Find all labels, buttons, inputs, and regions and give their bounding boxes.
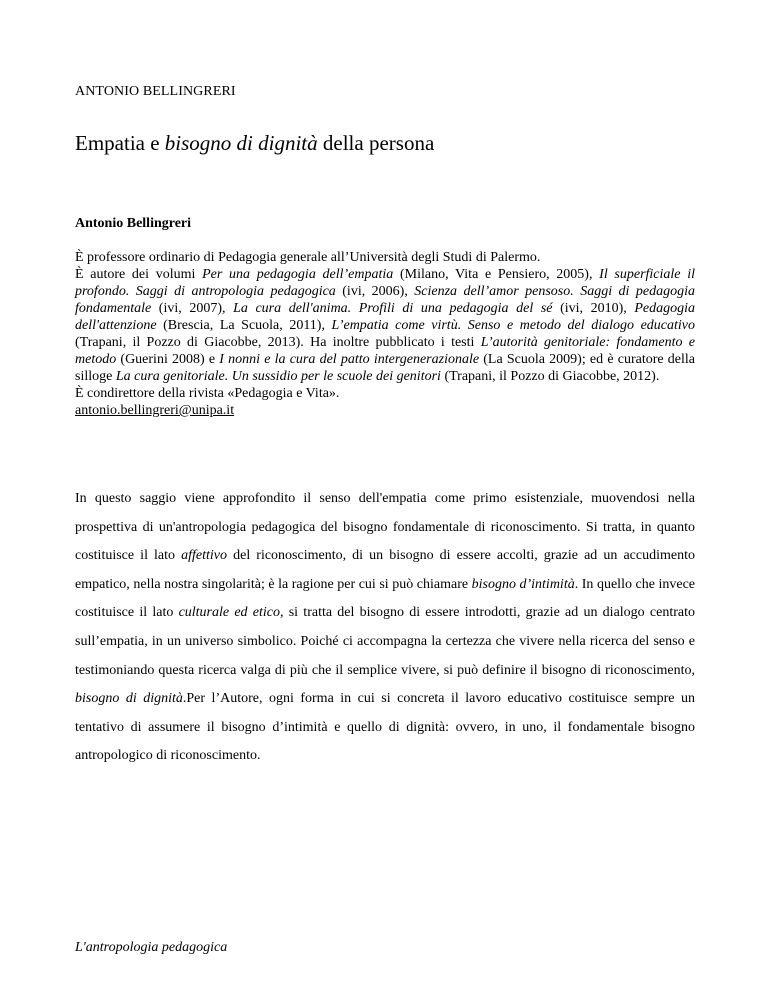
title-part-2-italic: bisogno di dignità xyxy=(164,131,318,155)
bio-publications-segment: (Guerini 2008) e xyxy=(116,352,220,367)
bio-publications-segment: I nonni e la cura del patto intergenerazionale xyxy=(219,352,480,367)
bio-publications-segment: L’autorità genitoriale: fondamento e metodo xyxy=(75,335,695,367)
abstract-segment: In questo saggio viene approfondito il senso dell'empatia come primo esistenziale, muovendosi nella prospettiva di un'antropologia pedagogica del bisogno fondamentale di riconoscimento. Si tratta, in quanto costituisce il lato xyxy=(75,491,695,564)
abstract-segment: bisogno d’intimità xyxy=(471,576,575,592)
bio-publications-segment: (ivi, 2006), xyxy=(335,284,415,299)
bio-author-name: Antonio Bellingreri xyxy=(75,216,192,231)
bio-publications xyxy=(75,266,695,385)
bio-publications-segment: La cura dell'anima. Profili di una pedagogia del sé xyxy=(233,301,553,316)
abstract-segment: bisogno di dignità xyxy=(75,691,183,707)
bio-publications-segment: (Trapani, il Pozzo di Giacobbe, 2012). xyxy=(440,369,660,384)
abstract-segment: del riconoscimento, di un bisogno di essere accolti, grazie ad un accudimento empatico, nella nostra singolarità; è la ragione per cui si può chiamare xyxy=(75,548,695,592)
bio-publications-segment: È autore dei volumi xyxy=(75,267,203,282)
article-title xyxy=(75,131,434,156)
author-email-link[interactable]: antonio.bellingreri@unipa.it xyxy=(75,403,235,418)
running-author-header: ANTONIO BELLINGRERI xyxy=(75,84,236,99)
abstract-segment: affettivo xyxy=(181,548,228,564)
bio-publications-segment: Pedagogia dell'attenzione xyxy=(75,301,695,333)
bio-publications-segment: Scienza dell’amor pensoso. Saggi di pedagogia fondamentale xyxy=(75,284,695,316)
bio-publications-segment: (ivi, 2010), xyxy=(552,301,635,316)
bio-publications-segment: L’empatia come virtù. Senso e metodo del dialogo educativo xyxy=(331,318,696,333)
bio-position: È professore ordinario di Pedagogia generale all’Università degli Studi di Palermo. xyxy=(75,250,541,265)
title-part-3: della persona xyxy=(317,131,435,155)
bio-publications-segment: (La Scuola 2009); ed è curatore della silloge xyxy=(75,352,695,384)
bio-publications-segment: (Brescia, La Scuola, 2011), xyxy=(156,318,332,333)
abstract-segment: .Per l’Autore, ogni forma in cui si concreta il lavoro educativo costituisce sempre un tentativo di assumere il bisogno d’intimità e quello di dignità: ovvero, in uno, il fondamentale bisogno antropologico di riconoscimento. xyxy=(75,691,695,764)
bio-publications-segment: (Trapani, il Pozzo di Giacobbe, 2013). Ha inoltre pubblicato i testi xyxy=(75,335,481,350)
bio-journal: È condirettore della rivista «Pedagogia e Vita». xyxy=(75,386,340,401)
bio-publications-segment: Il superficiale il profondo. Saggi di antropologia pedagogica xyxy=(75,267,695,299)
title-part-1: Empatia e xyxy=(75,131,165,155)
section-heading: L'antropologia pedagogica xyxy=(75,940,228,955)
bio-publications-segment: Per una pedagogia dell’empatia xyxy=(202,267,394,282)
bio-publications-segment: La cura genitoriale. Un sussidio per le scuole dei genitori xyxy=(115,369,441,384)
abstract-paragraph xyxy=(75,485,695,771)
bio-publications-segment: (ivi, 2007), xyxy=(151,301,234,316)
author-bio xyxy=(75,249,695,419)
bio-publications-segment: (Milano, Vita e Pensiero, 2005), xyxy=(393,267,600,282)
abstract-segment: culturale ed etico xyxy=(178,605,280,621)
abstract-segment: . In quello che invece costituisce il lato xyxy=(75,576,695,621)
abstract-segment: , si tratta del bisogno di essere introdotti, grazie ad un dialogo centrato sull’empatia, in un universo simbolico. Poiché ci accompagna la certezza che vivere nella ricerca del senso e testimoniando questa ricerca valga di più che il semplice vivere, si può definire il bisogno di riconoscimento, xyxy=(75,605,695,678)
